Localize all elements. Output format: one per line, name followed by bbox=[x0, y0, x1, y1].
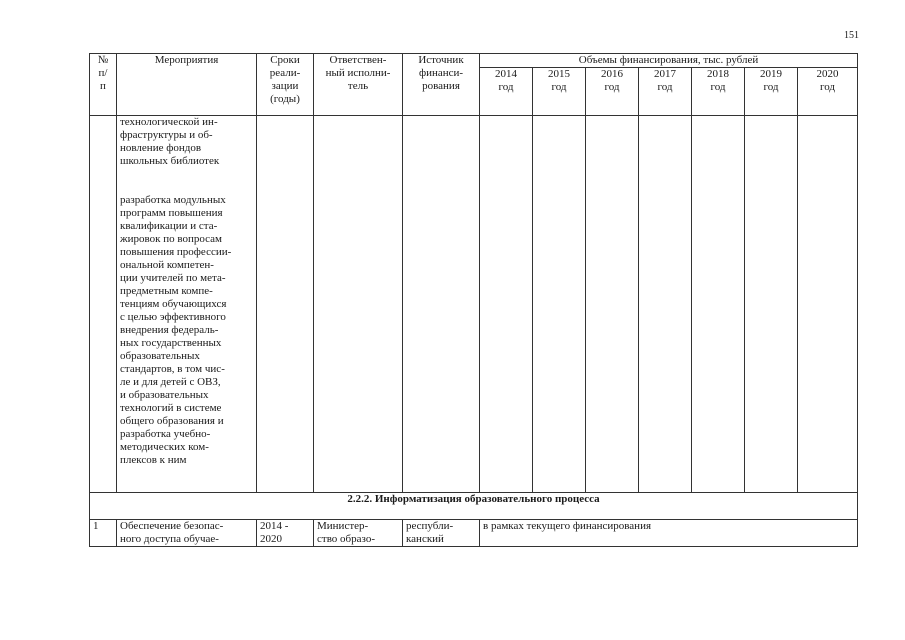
page-number: 151 bbox=[844, 30, 859, 41]
row-num: 1 bbox=[90, 520, 117, 547]
section-title: 2.2.2. Информатизация образовательного процесса bbox=[90, 493, 858, 520]
cell-2017-empty bbox=[639, 116, 692, 493]
header-year-2016: 2016 год bbox=[586, 68, 639, 116]
funding-table bbox=[89, 53, 858, 547]
header-year-2014: 2014 год bbox=[480, 68, 533, 116]
cell-2016-empty bbox=[586, 116, 639, 493]
cell-terms-empty bbox=[257, 116, 314, 493]
header-measures: Мероприятия bbox=[117, 54, 257, 116]
row-terms: 2014 - 2020 bbox=[257, 520, 314, 547]
cell-2019-empty bbox=[745, 116, 798, 493]
cell-measure-continued bbox=[117, 116, 257, 493]
header-year-2015: 2015 год bbox=[533, 68, 586, 116]
cell-2018-empty bbox=[692, 116, 745, 493]
row-measure: Обеспечение безопас- ного доступа обучае- bbox=[117, 520, 257, 547]
cell-responsible-empty bbox=[314, 116, 403, 493]
section-row bbox=[90, 493, 858, 520]
header-year-2020: 2020 год bbox=[798, 68, 858, 116]
row-funding: в рамках текущего финансирования bbox=[480, 520, 858, 547]
header-row bbox=[90, 54, 858, 68]
table-row bbox=[90, 116, 858, 493]
header-terms: Сроки реали- зации (годы) bbox=[257, 54, 314, 116]
header-source: Источник финанси- рования bbox=[403, 54, 480, 116]
header-year-2017: 2017 год bbox=[639, 68, 692, 116]
header-funding-title: Объемы финансирования, тыс. рублей bbox=[480, 54, 858, 68]
header-responsible: Ответствен- ный исполни- тель bbox=[314, 54, 403, 116]
cell-2020-empty bbox=[798, 116, 858, 493]
header-year-2018: 2018 год bbox=[692, 68, 745, 116]
cell-2014-empty bbox=[480, 116, 533, 493]
measure-text-part1: технологической ин- фраструктуры и об- новление фондов школьных библиотек bbox=[120, 116, 220, 167]
cell-source-empty bbox=[403, 116, 480, 493]
row-responsible: Министер- ство образо- bbox=[314, 520, 403, 547]
cell-num-empty bbox=[90, 116, 117, 493]
header-num: № п/ п bbox=[90, 54, 117, 116]
table-row bbox=[90, 520, 858, 547]
row-source: республи- канский bbox=[403, 520, 480, 547]
header-year-2019: 2019 год bbox=[745, 68, 798, 116]
measure-text-part2: разработка модульных программ повышения квалификации и ста- жировок по вопросам повышения профессии- ональной компетен- ции учителей по мета- предметным компе- тенциям обучающихся с целью эффективного внедрения федераль- ных государственных образовательных стандартов, в том чис- ле и для детей с ОВЗ, и образовательных технологий в системе общего образования и разработка учебно- методических ком- плексов к ним bbox=[120, 194, 232, 466]
cell-2015-empty bbox=[533, 116, 586, 493]
